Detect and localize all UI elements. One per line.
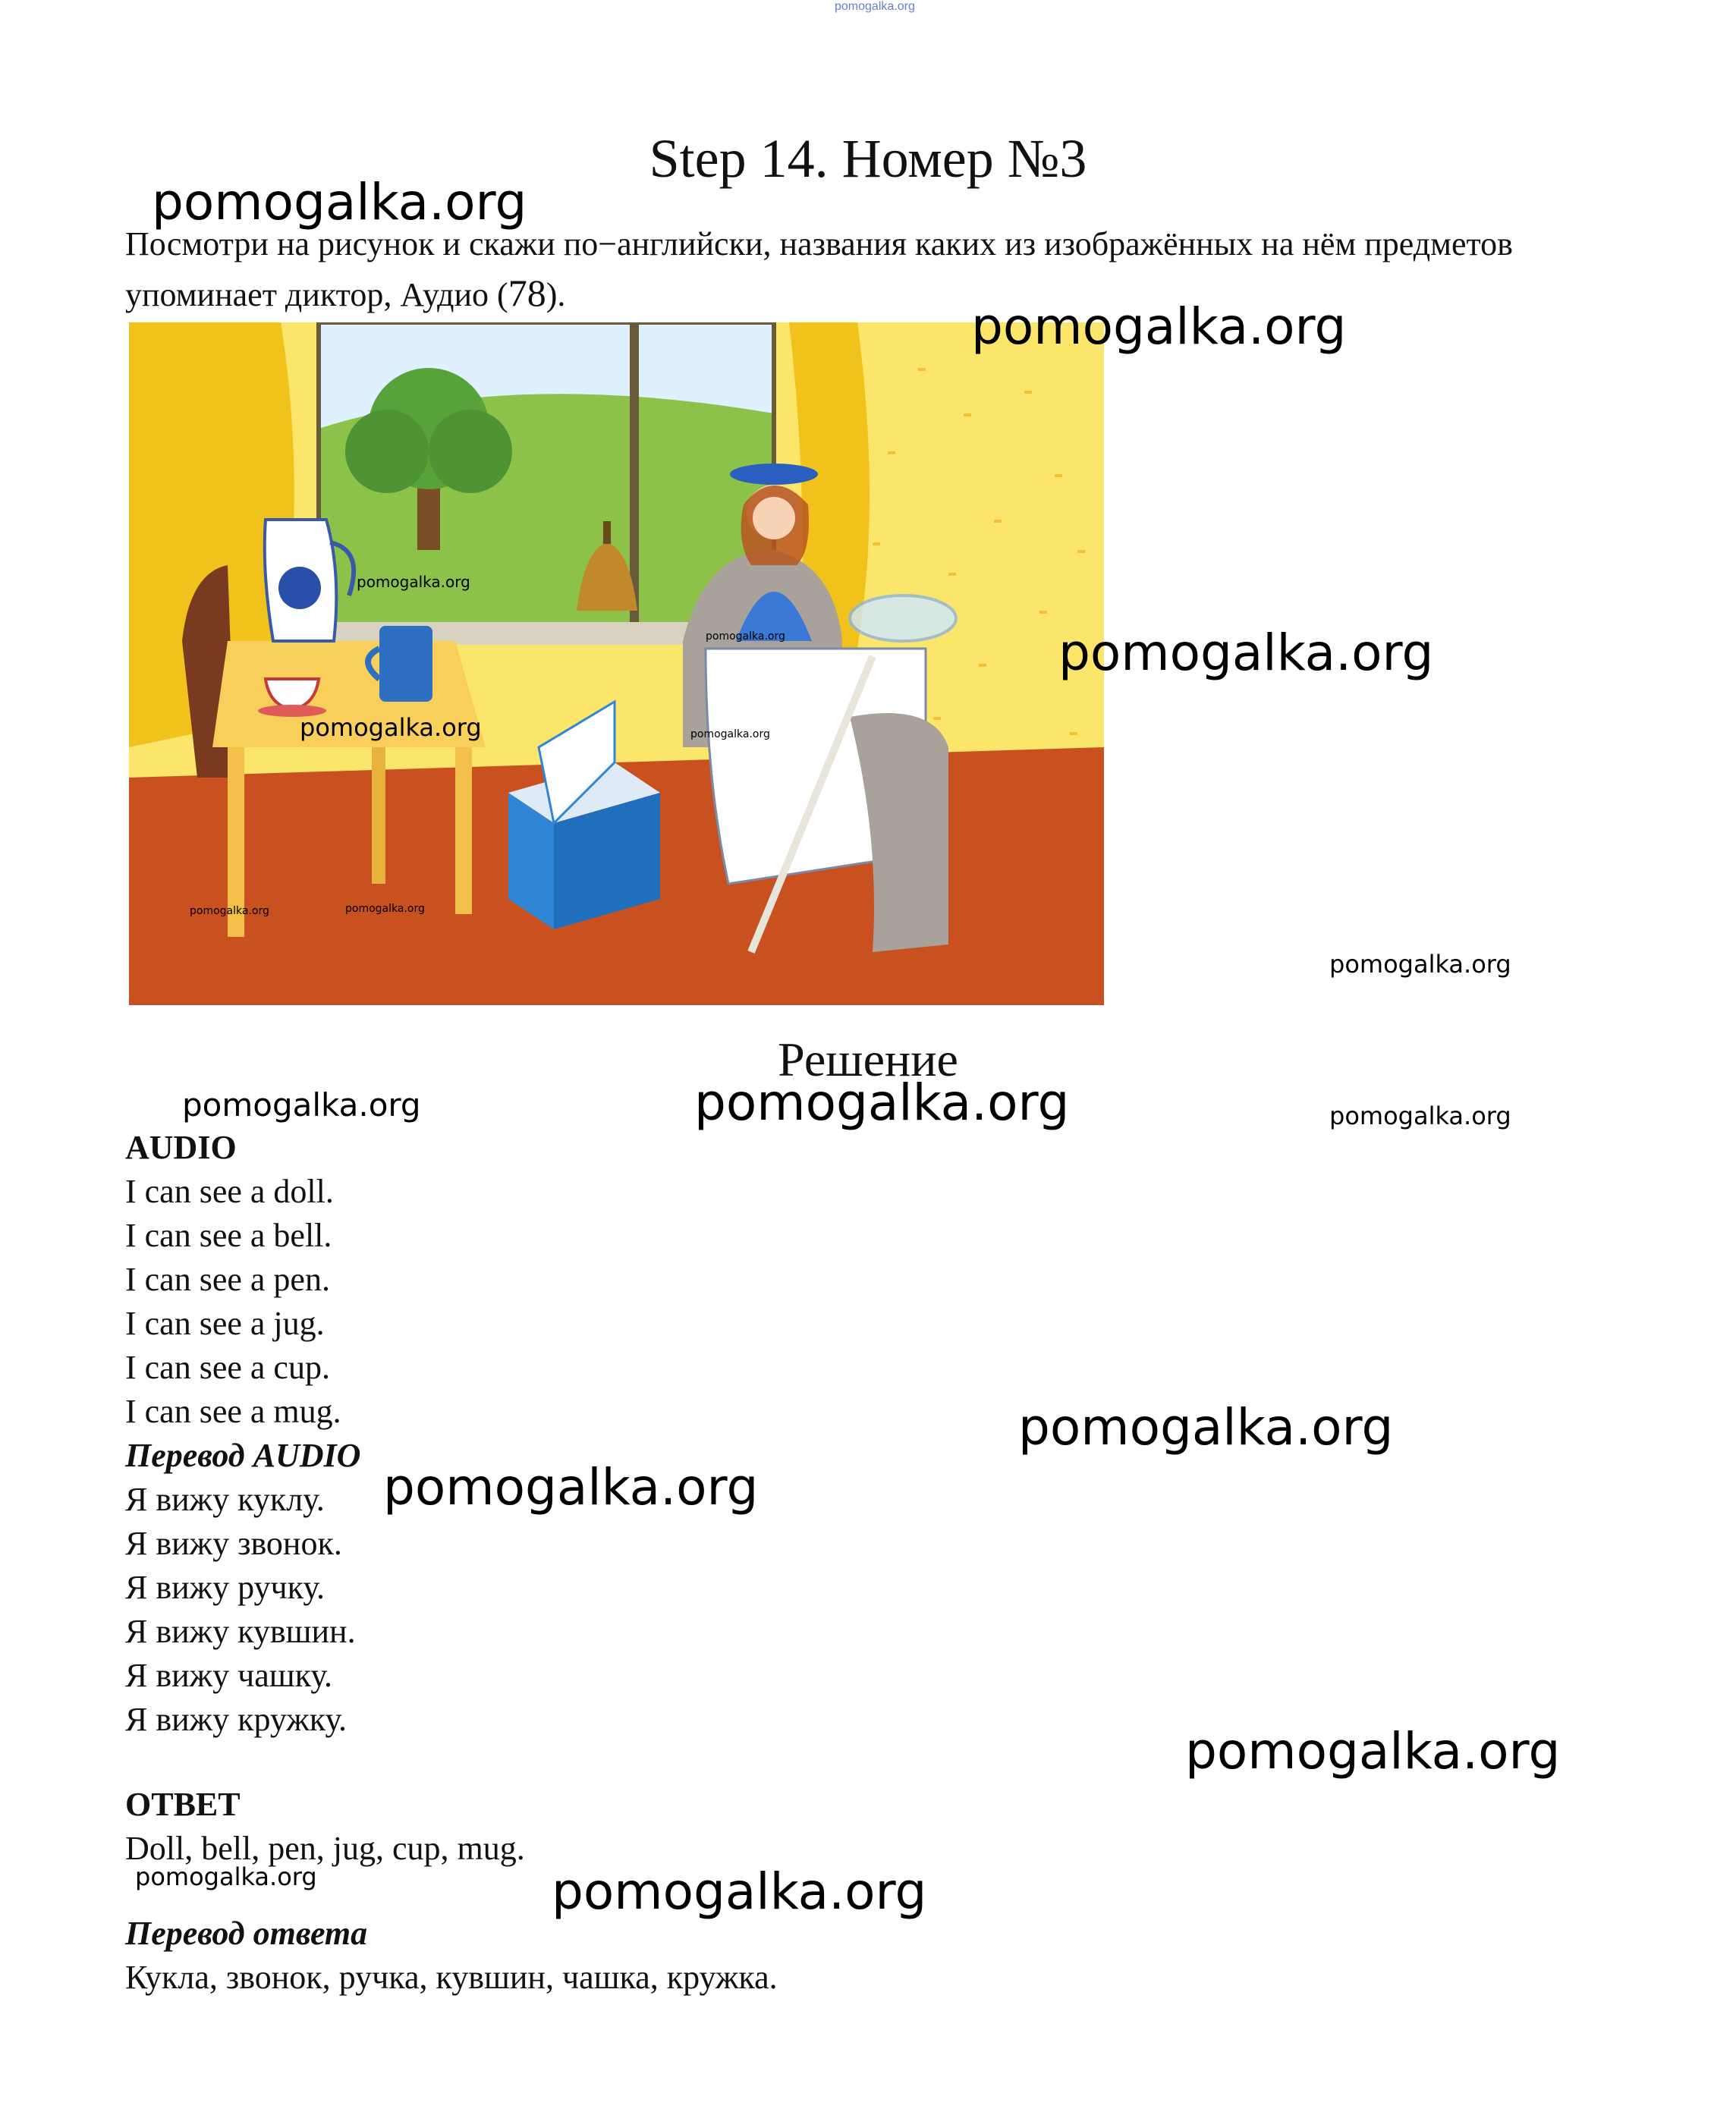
watermark: pomogalka.org (152, 173, 527, 231)
watermark: pomogalka.org (694, 1073, 1070, 1132)
task-text: Посмотри на рисунок и скажи по−английски, названия каких из изображённых на нём предметов упоминает диктор, Аудио ( (125, 225, 1513, 313)
audio-line: I can see a mug. (125, 1393, 341, 1430)
page-title: Step 14. Номер №3 (649, 128, 1087, 189)
translation-line: Я вижу куклу. (125, 1481, 325, 1518)
watermark: pomogalka.org (190, 905, 269, 917)
watermark: pomogalka.org (182, 1086, 421, 1123)
watermark: pomogalka.org (345, 903, 425, 915)
translation-line: Я вижу чашку. (125, 1657, 332, 1694)
watermark: pomogalka.org (1185, 1722, 1561, 1780)
translation-line: Я вижу кувшин. (125, 1613, 356, 1650)
answer-text: Doll, bell, pen, jug, cup, mug. (125, 1830, 525, 1867)
top-url[interactable]: pomogalka.org (835, 0, 915, 13)
watermark: pomogalka.org (552, 1862, 927, 1921)
watermark: pomogalka.org (1329, 950, 1511, 979)
answer-label: ОТВЕТ (125, 1786, 241, 1823)
task-instructions (125, 220, 1628, 319)
room-illustration (129, 322, 1104, 1005)
answer-translation-text: Кукла, звонок, ручка, кувшин, чашка, кружка. (125, 1959, 778, 1996)
watermark: pomogalka.org (135, 1862, 317, 1891)
watermark: pomogalka.org (300, 713, 482, 742)
audio-line: I can see a pen. (125, 1261, 330, 1298)
translation-line: Я вижу звонок. (125, 1525, 342, 1562)
audio-line: I can see a cup. (125, 1349, 330, 1386)
watermark: pomogalka.org (706, 630, 785, 643)
audio-line: I can see a doll. (125, 1173, 334, 1210)
watermark: pomogalka.org (1329, 1101, 1511, 1130)
watermark: pomogalka.org (971, 297, 1347, 356)
answer-translation-label: Перевод ответа (125, 1915, 368, 1952)
watermark: pomogalka.org (357, 573, 470, 591)
task-text-end: ). (546, 276, 566, 313)
audio-number: 78 (508, 272, 546, 314)
audio-line: I can see a bell. (125, 1217, 332, 1254)
translation-line: Я вижу кружку. (125, 1701, 348, 1738)
audio-line: I can see a jug. (125, 1305, 325, 1342)
translation-line: Я вижу ручку. (125, 1569, 325, 1606)
translation-label: Перевод AUDIO (125, 1437, 361, 1474)
watermark: pomogalka.org (1058, 624, 1434, 682)
watermark: pomogalka.org (1018, 1398, 1394, 1457)
watermark: pomogalka.org (383, 1458, 759, 1516)
illustration-svg (129, 322, 1104, 1005)
audio-label: AUDIO (125, 1129, 237, 1166)
solution-heading: Решение (778, 1032, 958, 1086)
watermark: pomogalka.org (690, 728, 770, 740)
